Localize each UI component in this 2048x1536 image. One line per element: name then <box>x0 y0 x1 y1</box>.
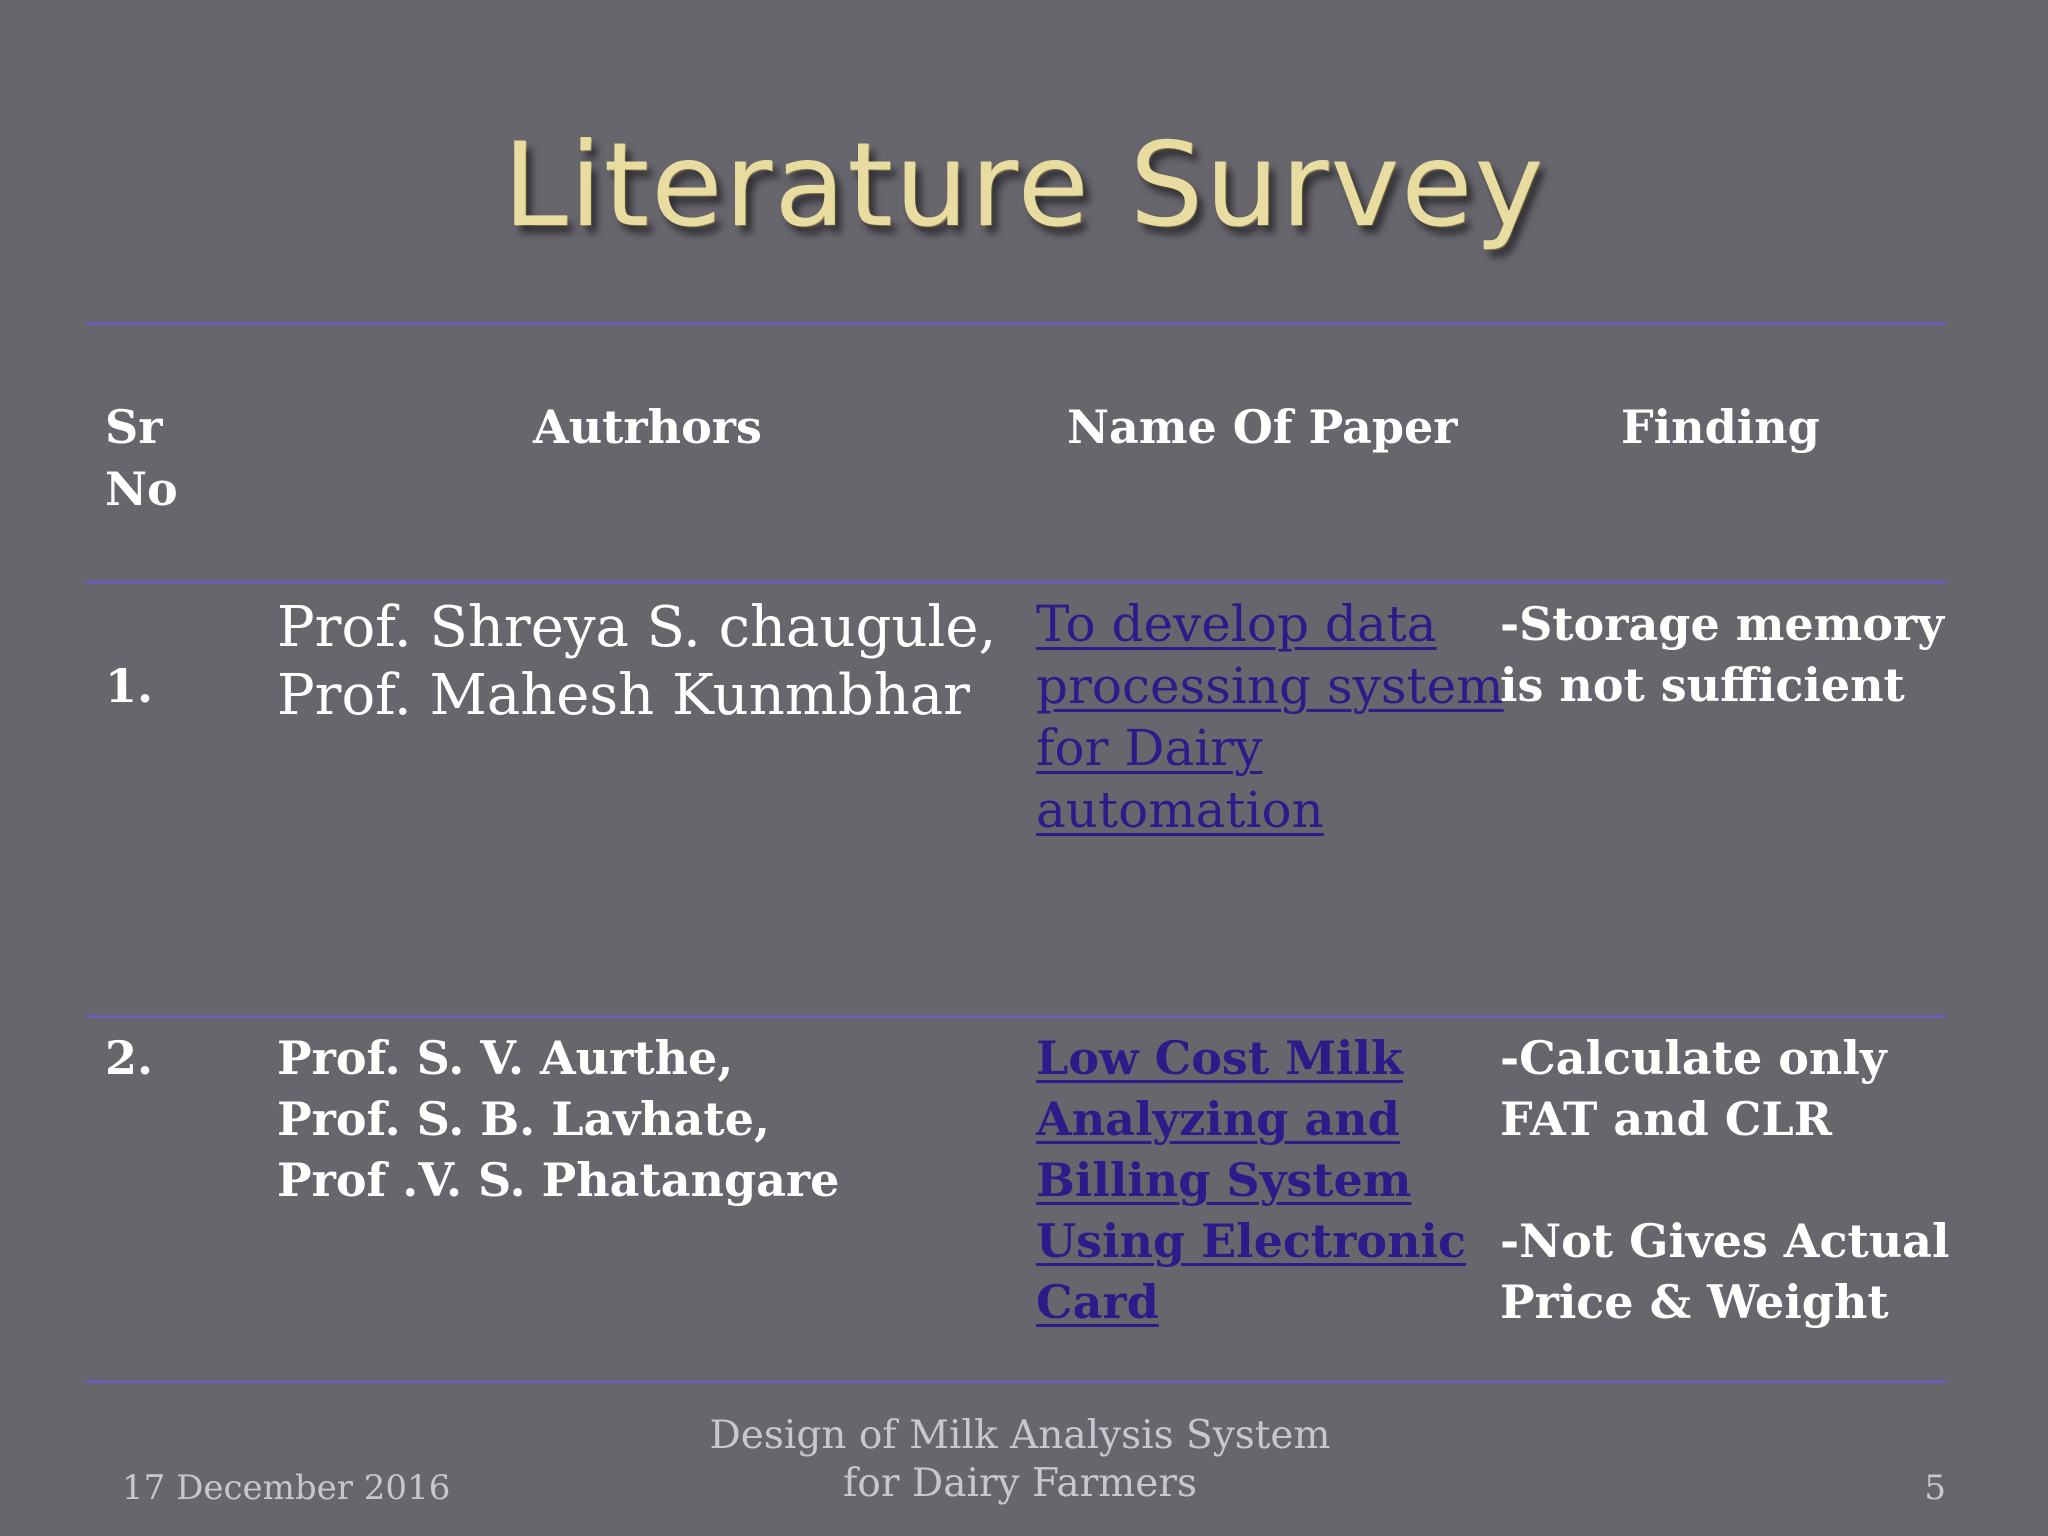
slide-title: Literature Survey <box>502 118 1546 253</box>
table-rule-top <box>86 322 1946 325</box>
header-authors: Autrhors <box>533 400 762 454</box>
table-rule-row1 <box>86 1015 1946 1018</box>
row1-paper <box>1036 593 1504 841</box>
row2-paper-link[interactable]: Low Cost Milk <box>1036 1031 1403 1085</box>
row2-finding-line: -Not Gives Actual <box>1500 1214 1950 1268</box>
row2-paper-link[interactable]: Analyzing and <box>1036 1092 1400 1146</box>
row2-paper-link[interactable]: Card <box>1036 1275 1159 1329</box>
footer-title-line1: Design of Milk Analysis System <box>709 1413 1331 1458</box>
row1-paper-link[interactable]: for Dairy <box>1036 719 1263 777</box>
row2-finding <box>1500 1028 1949 1333</box>
row1-authors <box>277 594 996 730</box>
header-sr-no-line2: No <box>105 462 178 516</box>
footer-presentation-title <box>700 1412 1340 1508</box>
row1-paper-link[interactable]: To develop data <box>1036 595 1437 653</box>
row2-author-line: Prof .V. S. Phatangare <box>277 1153 840 1207</box>
row2-author-line: Prof. S. V. Aurthe, <box>277 1031 734 1085</box>
row2-finding-line: -Calculate only <box>1500 1031 1887 1085</box>
row2-paper-link[interactable]: Using Electronic <box>1036 1214 1467 1268</box>
row2-author-line: Prof. S. B. Lavhate, <box>277 1092 770 1146</box>
row2-finding-line: Price & Weight <box>1500 1275 1889 1329</box>
row2-paper-link[interactable]: Billing System <box>1036 1153 1412 1207</box>
footer-page-number: 5 <box>1924 1468 1946 1508</box>
row2-paper <box>1036 1028 1466 1333</box>
footer-title-line2: for Dairy Farmers <box>842 1461 1198 1506</box>
header-sr-no-line1: Sr <box>105 400 163 454</box>
table-rule-header <box>86 581 1946 584</box>
header-sr-no <box>105 396 178 520</box>
table-rule-bottom <box>86 1380 1946 1383</box>
header-finding: Finding <box>1621 400 1820 454</box>
row1-paper-link[interactable]: automation <box>1036 781 1324 839</box>
row1-author-line: Prof. Shreya S. chaugule, <box>277 595 997 660</box>
header-paper: Name Of Paper <box>1067 400 1458 454</box>
row1-finding-line: -Storage memory <box>1500 597 1944 651</box>
row2-sr: 2. <box>105 1031 154 1085</box>
row1-finding-line: is not sufficient <box>1500 658 1905 712</box>
row2-finding-line: FAT and CLR <box>1500 1092 1832 1146</box>
row2-finding-spacer <box>1500 1150 1949 1211</box>
row2-authors <box>277 1028 839 1211</box>
row1-paper-link[interactable]: processing system <box>1036 657 1504 715</box>
footer-date: 17 December 2016 <box>122 1468 451 1508</box>
row1-finding <box>1500 594 1944 716</box>
row1-author-line: Prof. Mahesh Kunmbhar <box>277 663 970 728</box>
row1-sr: 1. <box>105 659 154 713</box>
